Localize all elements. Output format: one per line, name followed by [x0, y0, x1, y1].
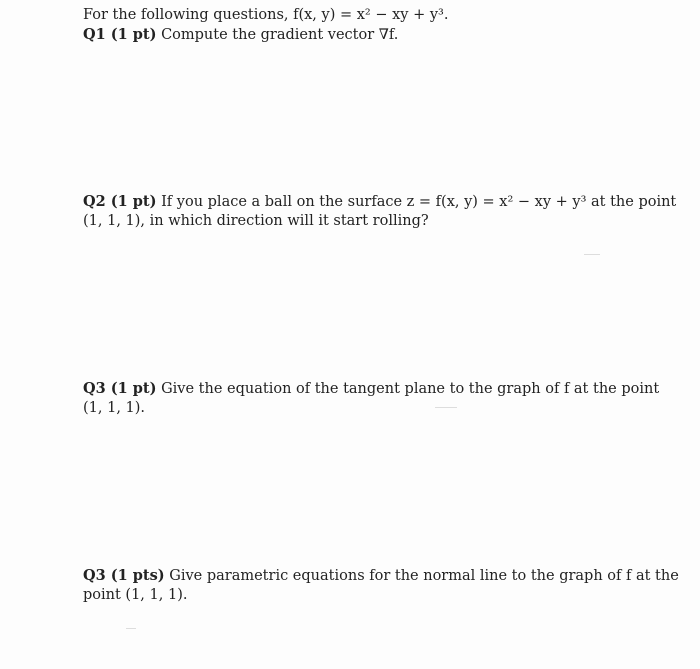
- question-4-line-1: [83, 566, 679, 586]
- question-4-text-1: Give parametric equations for the normal line to the graph of f at the: [169, 568, 679, 584]
- question-2-line-2: (1, 1, 1), in which direction will it start rolling?: [83, 213, 429, 229]
- question-1-label: Q1 (1 pt): [83, 26, 157, 43]
- question-3-label: Q3 (1 pt): [83, 380, 157, 397]
- scan-mark: [435, 407, 457, 408]
- question-3-text-1: Give the equation of the tangent plane to the graph of f at the point: [161, 381, 660, 397]
- question-2-text-1: If you place a ball on the surface z = f(x, y) = x² − xy + y³ at the point: [161, 194, 677, 210]
- question-1-text: Compute the gradient vector ∇f.: [161, 27, 399, 43]
- scan-mark: [584, 254, 600, 255]
- intro-text: For the following questions, f(x, y) = x² − xy + y³.: [83, 7, 449, 23]
- question-3-block: [83, 379, 660, 418]
- question-1-line-1: [83, 25, 643, 45]
- question-4-line-2: point (1, 1, 1).: [83, 587, 188, 603]
- question-2-block: [83, 192, 677, 231]
- question-4-block: [83, 566, 679, 605]
- intro-block: [83, 6, 643, 45]
- question-3-line-1: [83, 379, 660, 399]
- scan-mark: [126, 628, 136, 629]
- question-2-label: Q2 (1 pt): [83, 193, 157, 210]
- question-4-label: Q3 (1 pts): [83, 567, 165, 584]
- question-3-line-2: (1, 1, 1).: [83, 400, 146, 416]
- question-2-line-1: [83, 192, 677, 212]
